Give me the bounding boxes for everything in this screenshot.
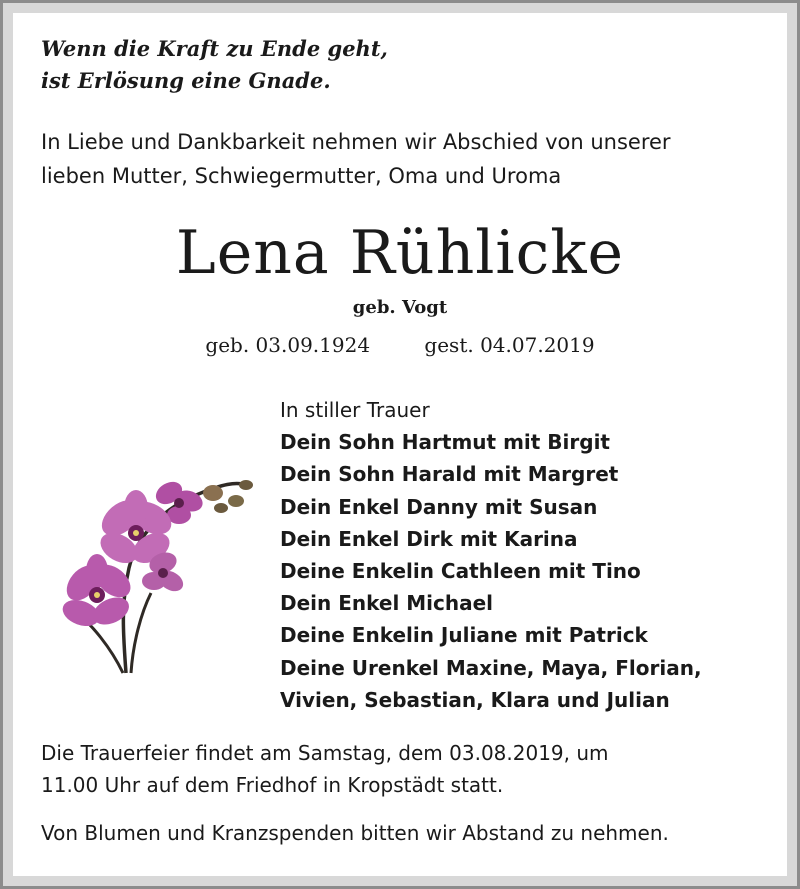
funeral-info <box>41 737 609 801</box>
mourner-line: Dein Enkel Michael <box>280 591 494 616</box>
intro-line-2: lieben Mutter, Schwiegermutter, Oma und Uroma <box>41 164 562 188</box>
deceased-name: Lena Rühlicke <box>175 218 625 288</box>
mourners-lead: In stiller Trauer <box>280 398 430 422</box>
mourner-line: Deine Enkelin Juliane mit Patrick <box>280 623 648 648</box>
mourner-line: Deine Enkelin Cathleen mit Tino <box>280 559 641 584</box>
funeral-line-2: 11.00 Uhr auf dem Friedhof in Kropstädt statt. <box>41 773 504 797</box>
mourner-line: Vivien, Sebastian, Klara und Julian <box>280 687 670 712</box>
mourners-list <box>280 394 702 716</box>
funeral-line-1: Die Trauerfeier findet am Samstag, dem 03.08.2019, um <box>41 741 609 765</box>
intro-line-1: In Liebe und Dankbarkeit nehmen wir Abschied von unserer <box>41 130 671 154</box>
birth-date: geb. 03.09.1924 <box>205 333 371 357</box>
maiden-name: geb. Vogt <box>352 297 448 318</box>
motto-line-2: ist Erlösung eine Gnade. <box>41 68 331 93</box>
life-dates <box>13 333 787 357</box>
motto <box>41 33 388 97</box>
mourner-line: Dein Sohn Harald mit Margret <box>280 462 619 487</box>
motto-line-1: Wenn die Kraft zu Ende geht, <box>41 36 388 61</box>
mourner-line: Deine Urenkel Maxine, Maya, Florian, <box>280 655 702 680</box>
orchid-icon <box>51 463 261 683</box>
mourner-line: Dein Enkel Dirk mit Karina <box>280 526 578 551</box>
flowers-note: Von Blumen und Kranzspenden bitten wir Abstand zu nehmen. <box>41 821 669 845</box>
mourner-line: Dein Enkel Danny mit Susan <box>280 494 598 519</box>
notice-body <box>3 3 797 886</box>
death-date: gest. 04.07.2019 <box>424 333 595 357</box>
mourner-line: Dein Sohn Hartmut mit Birgit <box>280 430 610 455</box>
intro-text <box>41 125 671 193</box>
